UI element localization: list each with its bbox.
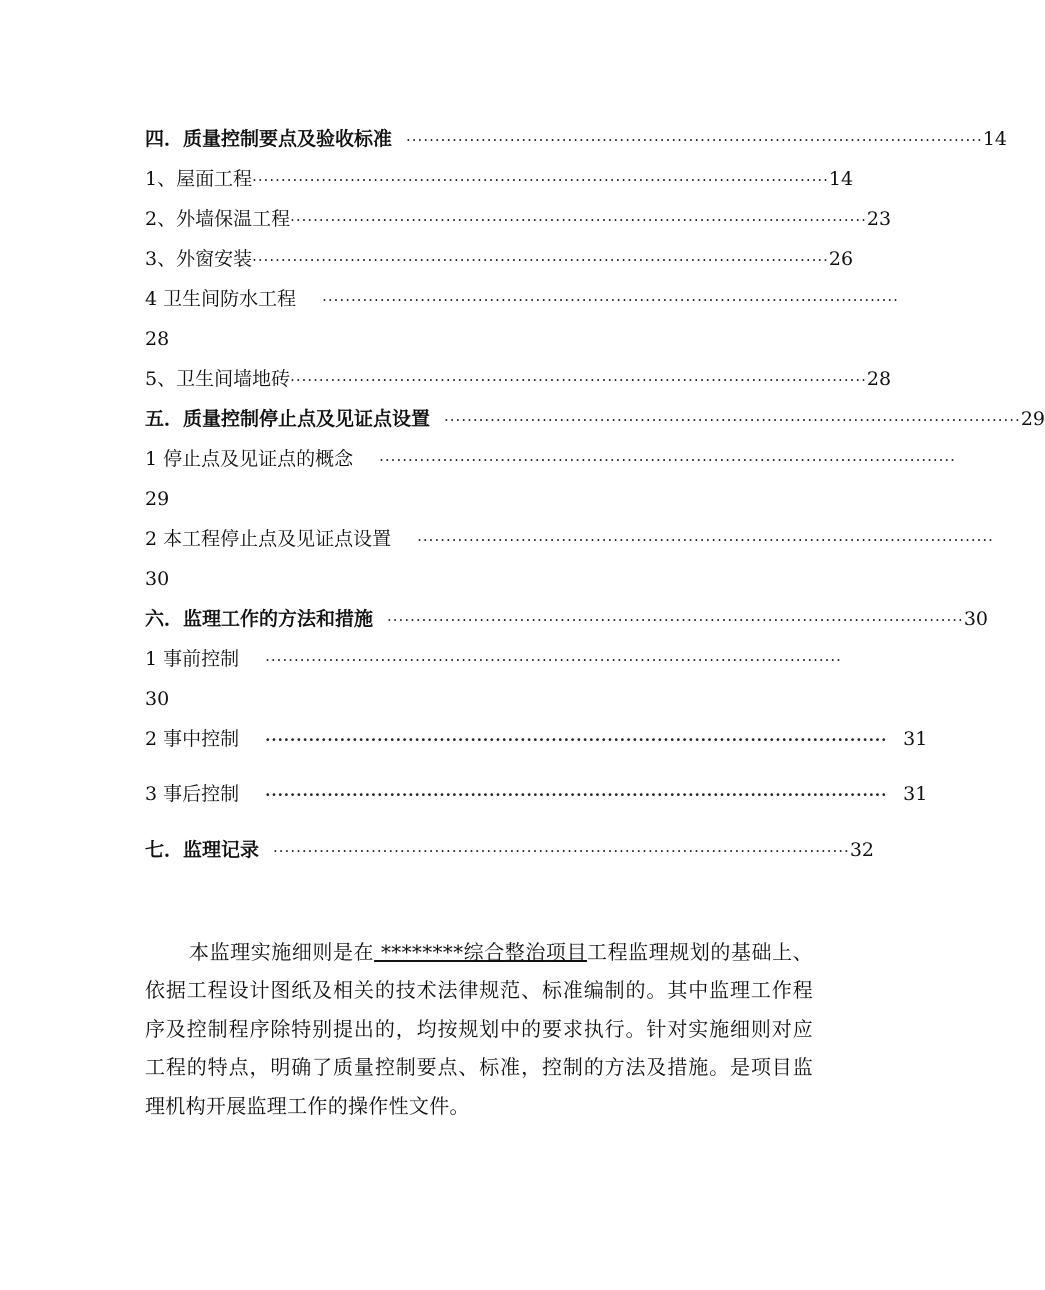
toc-entry-page: 28 <box>145 328 170 350</box>
toc-entry[interactable] <box>145 836 875 864</box>
toc-leader-dots: ···································································································· <box>265 651 842 669</box>
toc-entry[interactable] <box>145 645 842 673</box>
toc-entry-page: 31 <box>903 728 928 750</box>
toc-entry-page: 31 <box>903 783 928 805</box>
toc-entry[interactable] <box>145 285 899 313</box>
toc-entry-title: 4 卫生间防水工程 <box>145 288 297 310</box>
project-name-underlined: ********综合整治项目 <box>374 940 588 964</box>
toc-entry-title: 六．监理工作的方法和措施 <box>145 608 374 630</box>
toc-entry-page: 32 <box>849 839 875 861</box>
paragraph-lead: 本监理实施细则是在 <box>189 940 375 964</box>
toc-entry[interactable] <box>145 165 854 193</box>
toc-entry-page: 23 <box>866 208 892 230</box>
toc-leader-dots: ···································································································· <box>322 291 899 309</box>
toc-leader-dots: ···································································································· <box>265 731 888 749</box>
toc-leader-dots: ···································································································· <box>379 451 956 469</box>
toc-entry-page: 30 <box>145 568 170 590</box>
toc-entry-title: 五．质量控制停止点及见证点设置 <box>145 408 431 430</box>
toc-leader-dots: ···································································································· <box>273 842 850 860</box>
toc-leader-dots: ···································································································· <box>265 786 888 804</box>
toc-entry-title: 2 本工程停止点及见证点设置 <box>145 528 392 550</box>
toc-leader-dots: ···································································································· <box>406 131 983 149</box>
toc-entry-page: 28 <box>866 368 892 390</box>
paragraph-body: 工程监理规划的基础上、依据工程设计图纸及相关的技术法律规范、标准编制的。其中监理工作程序及控制程序除特别提出的，均按规划中的要求执行。针对实施细则对应工程的特点，明确了质量控制要点、标准，控制的方法及措施。是项目监理机构开展监理工作的操作性文件。 <box>145 940 813 1118</box>
toc-entry-title: 七．监理记录 <box>145 839 260 861</box>
intro-paragraph <box>145 933 813 1125</box>
toc-entry-title: 2 事中控制 <box>145 728 240 750</box>
toc-entry[interactable] <box>145 365 892 393</box>
toc-leader-dots: ···································································································· <box>387 611 964 629</box>
toc-entry-title: 3 事后控制 <box>145 783 240 805</box>
toc-leader-dots: ···································································································· <box>290 371 867 389</box>
toc-entry-page: 29 <box>1020 408 1045 430</box>
toc-entry-page: 29 <box>145 488 170 510</box>
toc-entry-page: 14 <box>982 128 1008 150</box>
toc-entry-title: 1、屋面工程 <box>145 168 253 190</box>
toc-entry[interactable] <box>145 780 928 808</box>
toc-leader-dots: ···································································································· <box>290 211 867 229</box>
toc-entry-page: 26 <box>828 248 854 270</box>
toc-entry-page: 14 <box>828 168 854 190</box>
toc-leader-dots: ···································································································· <box>417 531 994 549</box>
toc-leader-dots: ···································································································· <box>252 251 829 269</box>
toc-entry[interactable] <box>145 205 892 233</box>
toc-entry-title: 3、外窗安装 <box>145 248 253 270</box>
toc-leader-dots: ···································································································· <box>444 411 1021 429</box>
toc-entry-title: 四．质量控制要点及验收标准 <box>145 128 393 150</box>
toc-entry[interactable] <box>145 445 956 473</box>
toc-entry[interactable] <box>145 725 928 753</box>
toc-entry[interactable] <box>145 605 989 633</box>
toc-leader-dots: ···································································································· <box>252 171 829 189</box>
toc-entry-title: 2、外墙保温工程 <box>145 208 291 230</box>
toc-entry-title: 5、卫生间墙地砖 <box>145 368 291 390</box>
toc-entry[interactable] <box>145 525 994 553</box>
toc-entry[interactable] <box>145 405 1045 433</box>
toc-entry-page: 30 <box>963 608 989 630</box>
toc-entry-page: 30 <box>145 688 170 710</box>
toc-entry-title: 1 事前控制 <box>145 648 240 670</box>
toc-entry[interactable] <box>145 245 854 273</box>
toc-entry[interactable] <box>145 125 1008 153</box>
toc-entry-title: 1 停止点及见证点的概念 <box>145 448 354 470</box>
